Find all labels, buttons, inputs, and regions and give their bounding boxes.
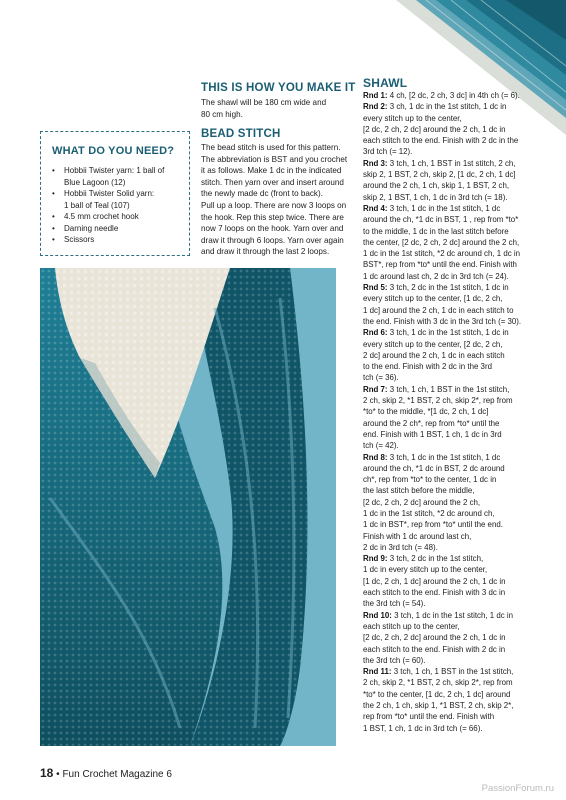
round-line <box>363 553 528 564</box>
round-line <box>363 248 528 259</box>
round-line <box>363 395 528 406</box>
round-line <box>363 327 528 338</box>
round-paragraph <box>363 384 528 452</box>
round-line <box>363 192 528 203</box>
round-paragraph <box>363 158 528 203</box>
round-line <box>363 372 528 383</box>
round-line <box>363 146 528 157</box>
round-line <box>363 621 528 632</box>
round-text: each stitch to the end. Finish with 2 dc in the <box>363 136 519 146</box>
round-label: Rnd 4: <box>363 203 388 213</box>
round-text: [2 dc, 2 ch, 2 dc] around the 2 ch, <box>363 497 481 507</box>
bead-text-line: stitch. Then yarn over and insert around <box>201 177 344 187</box>
round-text: tch (= 36). <box>363 373 399 383</box>
materials-item-line: 1 ball of Teal (107) <box>64 200 130 210</box>
round-text: the last stitch before the middle, <box>363 486 475 496</box>
round-text: 1 dc in the 1st stitch, *2 dc around ch, <box>363 508 495 518</box>
materials-item <box>52 211 187 223</box>
round-label: Rnd 1: <box>363 91 388 100</box>
round-line <box>363 113 528 124</box>
round-text: 1 dc in the 1st stitch, *2 dc around ch, 1 dc in <box>363 249 521 259</box>
round-text: the end. Finish with 3 dc in the 3rd tch (= 30). <box>363 316 522 326</box>
round-text: 1 dc in BST*, rep from *to* until the end. <box>363 520 503 530</box>
round-text: 2 dc in 3rd tch (= 48). <box>363 542 438 552</box>
materials-list <box>52 165 187 246</box>
round-line <box>363 440 528 451</box>
round-label: Rnd 9: <box>363 554 388 564</box>
round-text: [2 dc, 2 ch, 2 dc] around the 2 ch, 1 dc in <box>363 124 506 134</box>
bead-text-line: draw it through 6 loops. Yarn over again <box>201 235 344 245</box>
round-text: every stitch up to the center, [2 dc, 2 ch, <box>363 339 503 349</box>
round-line <box>363 655 528 666</box>
round-text: rep from *to* until the end. Finish with <box>363 712 495 722</box>
round-text: skip 2, 1 BST, 1 ch, 1 dc in 3rd tch (= 18). <box>363 192 508 202</box>
round-line <box>363 124 528 135</box>
round-text: BST*, rep from *to* until the end. Finish with <box>363 260 517 270</box>
round-text: the center, [2 dc, 2 ch, 2 dc] around the 2 ch, <box>363 237 520 247</box>
round-line <box>363 508 528 519</box>
round-line <box>363 677 528 688</box>
round-line <box>363 350 528 361</box>
round-text: each stitch to the end. Finish with 3 dc in <box>363 588 506 598</box>
round-text: 3rd tch (= 12). <box>363 147 413 157</box>
how-text-line: 80 cm high. <box>201 109 243 119</box>
round-line <box>363 361 528 372</box>
round-line <box>363 519 528 530</box>
round-text: 3 tch, 1 ch, 1 BST in the 1st stitch, <box>391 667 514 677</box>
round-label: Rnd 11: <box>363 667 392 677</box>
round-text: [2 dc, 2 ch, 2 dc] around the 2 ch, 1 dc in <box>363 633 506 643</box>
round-line <box>363 158 528 169</box>
round-line <box>363 463 528 474</box>
round-line <box>363 384 528 395</box>
round-line <box>363 316 528 327</box>
bead-text-line: The abbreviation is BST and you crochet <box>201 154 348 164</box>
round-line <box>363 485 528 496</box>
round-paragraph <box>363 327 528 383</box>
round-label: Rnd 6: <box>363 328 388 338</box>
round-line <box>363 169 528 180</box>
round-line <box>363 259 528 270</box>
round-text: the 2 ch, 1 ch, skip 1, *1 BST, 2 ch, skip 2*, <box>363 701 514 711</box>
round-line <box>363 90 528 101</box>
round-line <box>363 700 528 711</box>
shawl-photo <box>40 268 336 746</box>
bead-text <box>201 142 356 258</box>
round-text: each stitch up to the center, <box>363 621 460 631</box>
bullet-icon: • <box>52 235 55 244</box>
bead-text-line: it as follows. Make 1 dc in the indicated <box>201 166 342 176</box>
round-line <box>363 237 528 248</box>
round-text: to the middle, 1 dc in the last stitch before <box>363 226 509 236</box>
bead-text-line: the newly made dc (front to back). <box>201 189 323 199</box>
bullet-icon: • <box>52 212 55 221</box>
round-text: tch (= 42). <box>363 441 399 451</box>
round-line <box>363 214 528 225</box>
watermark: PassionForum.ru <box>481 783 554 794</box>
round-text: every stitch up to the center, [1 dc, 2 ch, <box>363 294 503 304</box>
how-text <box>201 97 351 120</box>
round-line <box>363 474 528 485</box>
round-line <box>363 644 528 655</box>
round-text: skip 2, 1 BST, 2 ch, skip 2, [1 dc, 2 ch, 1 dc] <box>363 170 516 180</box>
round-paragraph <box>363 610 528 666</box>
bullet-icon: • <box>52 223 55 233</box>
materials-item <box>52 234 187 246</box>
page-footer <box>40 766 172 780</box>
round-text: around the 2 ch, 1 ch, skip 1, 1 BST, 2 ch, <box>363 181 510 191</box>
magazine-name: Fun Crochet Magazine 6 <box>62 769 172 780</box>
materials-item-line: Blue Lagoon (12) <box>64 177 126 187</box>
round-paragraph <box>363 203 528 282</box>
round-text: 2 ch, skip 2, *1 BST, 2 ch, skip 2*, rep from <box>363 678 513 688</box>
bead-text-line: The bead stitch is used for this pattern. <box>201 143 341 152</box>
round-line <box>363 587 528 598</box>
round-line <box>363 632 528 643</box>
round-line <box>363 339 528 350</box>
round-line <box>363 305 528 316</box>
round-line <box>363 598 528 609</box>
materials-item-line: 4.5 mm crochet hook <box>64 212 139 221</box>
round-text: each stitch to the end. Finish with 2 dc in <box>363 644 506 654</box>
round-text: 1 dc] around the 2 ch, 1 dc in each stitch to <box>363 305 514 315</box>
round-label: Rnd 2: <box>363 102 388 112</box>
bullet-icon: • <box>52 166 55 175</box>
materials-item-line: Hobbii Twister Solid yarn: <box>64 189 155 198</box>
round-text: 3 tch, 2 dc in the 1st stitch, 1 dc in <box>387 283 509 293</box>
round-text: around the ch, *1 dc in BST, 2 dc around <box>363 463 505 473</box>
footer-bullet: • <box>56 769 60 780</box>
round-text: 3 ch, 1 dc in the 1st stitch, 1 dc in <box>387 102 507 112</box>
materials-item-line: Hobbii Twister yarn: 1 ball of <box>64 166 165 175</box>
round-label: Rnd 3: <box>363 158 388 168</box>
materials-item <box>52 165 187 188</box>
round-paragraph <box>363 553 528 609</box>
round-text: 3 tch, 1 dc in the 1st stitch, 1 dc <box>387 452 501 462</box>
round-text: the 3rd tch (= 60). <box>363 655 426 665</box>
round-text: 3 tch, 1 dc in the 1st stitch, 1 dc in <box>387 328 509 338</box>
round-line <box>363 180 528 191</box>
round-text: 1 dc in every stitch up to the center, <box>363 565 488 575</box>
round-text: 3 tch, 1 dc in the 1st stitch, 1 dc <box>387 203 501 213</box>
materials-item-line: Scissors <box>64 235 95 244</box>
round-line <box>363 666 528 677</box>
bullet-icon: • <box>52 189 55 198</box>
round-paragraph <box>363 101 528 157</box>
round-paragraph <box>363 452 528 554</box>
round-text: the 3rd tch (= 54). <box>363 599 426 609</box>
round-paragraph <box>363 90 528 101</box>
round-label: Rnd 10: <box>363 610 392 620</box>
round-text: *to* to the center, [1 dc, 2 ch, 1 dc] around <box>363 689 511 699</box>
round-line <box>363 406 528 417</box>
bead-text-line: Pull up a loop. There are now 3 loops on <box>201 200 347 210</box>
bead-title: BEAD STITCH <box>201 128 281 140</box>
round-line <box>363 429 528 440</box>
bead-text-line: now 7 loops on the hook. Yarn over and <box>201 224 344 234</box>
round-text: Finish with 1 dc around last ch, <box>363 531 472 541</box>
round-text: 3 tch, 1 ch, 1 BST in 1st stitch, 2 ch, <box>387 158 516 168</box>
round-line <box>363 497 528 508</box>
round-text: around the 2 ch*, rep from *to* until the <box>363 418 500 428</box>
round-text: [1 dc, 2 ch, 1 dc] around the 2 ch, 1 dc in <box>363 576 506 586</box>
round-text: 2 ch, skip 2, *1 BST, 2 ch, skip 2*, rep from <box>363 396 513 406</box>
how-title: THIS IS HOW YOU MAKE IT <box>201 82 356 94</box>
round-line <box>363 101 528 112</box>
round-text: 1 dc around last ch, 2 dc in 3rd tch (= 24). <box>363 271 509 281</box>
round-line <box>363 711 528 722</box>
shawl-title: SHAWL <box>363 76 408 90</box>
round-line <box>363 576 528 587</box>
round-text: 3 tch, 1 dc in the 1st stitch, 1 dc in <box>391 610 513 620</box>
round-label: Rnd 5: <box>363 283 388 293</box>
materials-item <box>52 188 187 211</box>
round-line <box>363 226 528 237</box>
round-line <box>363 542 528 553</box>
page-number: 18 <box>40 766 54 780</box>
round-text: around the ch, *1 dc in BST, 1 , rep from *to* <box>363 215 519 225</box>
round-paragraph <box>363 666 528 734</box>
bead-text-line: the hook. Rep this step twice. There are <box>201 212 344 222</box>
bead-text-line: and draw it through the last 2 loops. <box>201 247 330 257</box>
round-text: to the end. Finish with 2 dc in the 3rd <box>363 362 492 372</box>
round-line <box>363 293 528 304</box>
round-line <box>363 271 528 282</box>
round-text: 3 tch, 2 dc in the 1st stitch, <box>387 554 484 564</box>
round-label: Rnd 7: <box>363 384 388 394</box>
round-line <box>363 282 528 293</box>
round-line <box>363 689 528 700</box>
round-line <box>363 564 528 575</box>
round-text: end. Finish with 1 BST, 1 ch, 1 dc in 3rd <box>363 429 502 439</box>
materials-item-line: Darning needle <box>64 223 119 233</box>
round-text: 3 tch, 1 ch, 1 BST in the 1st stitch, <box>387 384 510 394</box>
round-line <box>363 531 528 542</box>
round-line <box>363 723 528 734</box>
round-text: every stitch up to the center, <box>363 113 462 123</box>
round-paragraph <box>363 282 528 327</box>
round-line <box>363 610 528 621</box>
round-label: Rnd 8: <box>363 452 388 462</box>
round-text: 2 dc] around the 2 ch, 1 dc in each stitch <box>363 350 505 360</box>
round-text: 4 ch, [2 dc, 2 ch, 3 dc] in 4th ch (= 6). <box>387 91 520 100</box>
materials-title: WHAT DO YOU NEED? <box>52 145 175 157</box>
round-text: ch*, rep from *to* to the center, 1 dc in <box>363 475 497 485</box>
rounds-text <box>363 90 528 734</box>
round-line <box>363 135 528 146</box>
materials-box <box>40 131 190 256</box>
round-line <box>363 452 528 463</box>
round-line <box>363 203 528 214</box>
round-text: *to* to the middle, *[1 dc, 2 ch, 1 dc] <box>363 407 489 417</box>
materials-item <box>52 223 187 235</box>
round-text: 1 BST, 1 ch, 1 dc in 3rd tch (= 66). <box>363 723 483 733</box>
how-text-line: The shawl will be 180 cm wide and <box>201 98 327 107</box>
round-line <box>363 418 528 429</box>
